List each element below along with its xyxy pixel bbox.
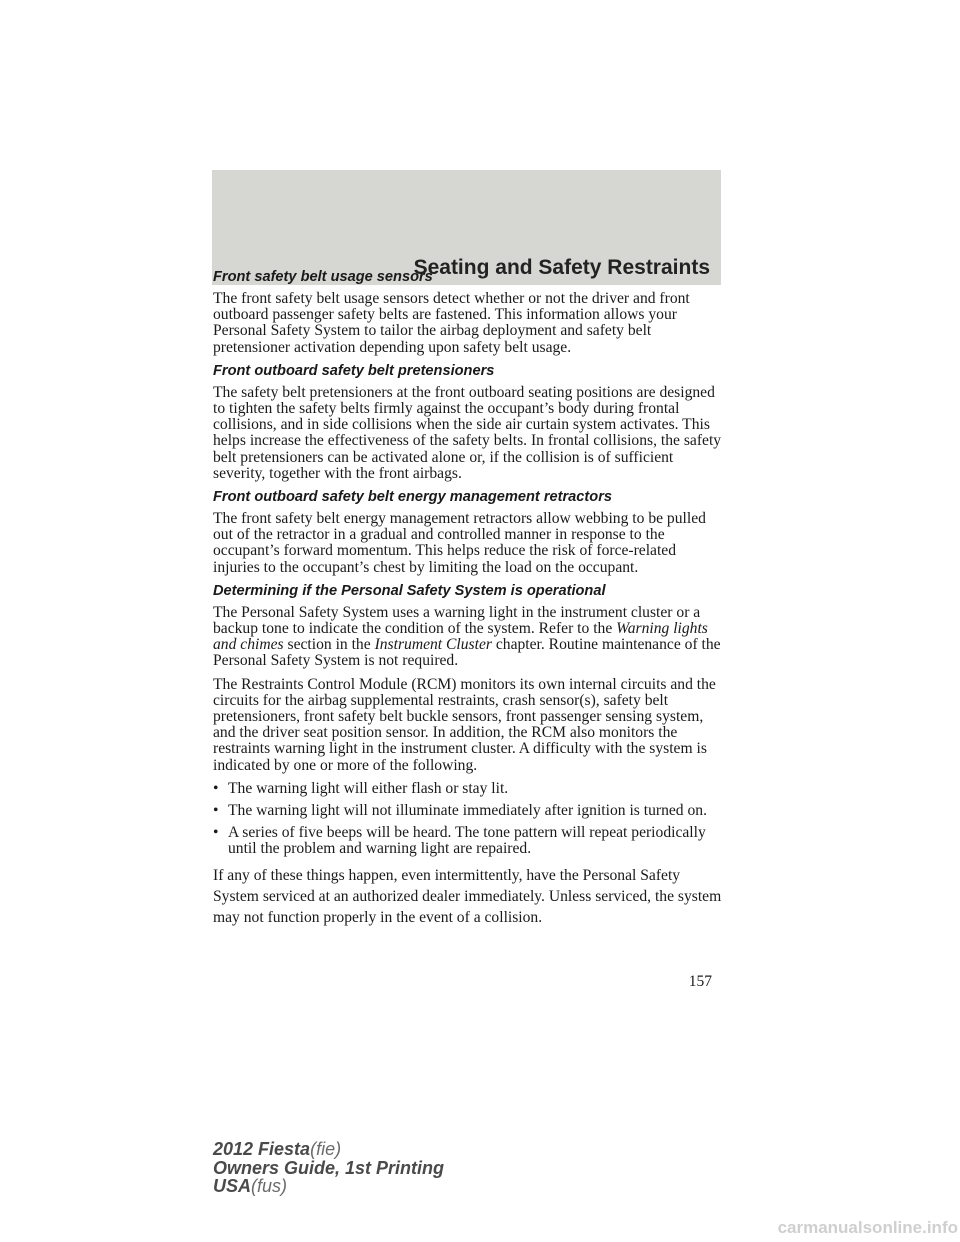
- section-heading-pretensioners: Front outboard safety belt pretensioners: [213, 362, 495, 379]
- page-number: 157: [688, 973, 712, 990]
- bullet-icon: •: [213, 779, 219, 797]
- paragraph-warning-light-intro: The Personal Safety System uses a warning light in the instrument cluster or a backup tone to indicate the condition of the system. Refer to the Warning lights and chimes section in the Instrument Cluster chapter. Routine maintenance of the Personal Safety System is not required.: [213, 603, 721, 670]
- section-heading-energy-management-retractors: Front outboard safety belt energy management retractors: [213, 489, 612, 506]
- cross-reference-warning-lights: Warning lights and chimes: [213, 620, 708, 654]
- symptom-list: [213, 781, 723, 858]
- paragraph-usage-sensors: The front safety belt usage sensors detect whether or not the driver and front outboard passenger safety belts are fastened. This information allows your Personal Safety System to tailor the airbag deployment and safety belt pretensioner activation depending upon safety belt usage.: [213, 290, 690, 356]
- watermark-text: carmanualsonline.info: [777, 1218, 958, 1237]
- section-heading-usage-sensors: Front safety belt usage sensors: [213, 269, 433, 285]
- list-item: • The warning light will not illuminate immediately after ignition is turned on.: [213, 802, 707, 820]
- list-item: • A series of five beeps will be heard. The tone pattern will repeat periodically until the problem and warning light are repaired.: [213, 824, 706, 858]
- chapter-title: Seating and Safety Restraints: [413, 256, 710, 279]
- list-item: • The warning light will either flash or stay lit.: [213, 779, 509, 797]
- page-content: [213, 269, 723, 935]
- paragraph-service-advice: If any of these things happen, even intermittently, have the Personal Safety System serviced at an authorized dealer immediately. Unless serviced, the system may not function properly in the event of a collision.: [213, 866, 722, 926]
- cross-reference-instrument-cluster: Instrument Cluster: [374, 636, 492, 654]
- paragraph-pretensioners: The safety belt pretensioners at the front outboard seating positions are designed to tighten the safety belts firmly against the occupant’s body during frontal collisions, and in side collisions when the side air curtain system activates. This helps increase the effectiveness of the safety belts. In frontal collisions, the safety belt pretensioners can be activated alone or, if the collision is of sufficient severity, together with the front airbags.: [213, 383, 722, 482]
- section-heading-system-operational: Determining if the Personal Safety System is operational: [213, 582, 606, 599]
- print-footer: 2012 Fiesta(fie) Owners Guide, 1st Printing USA(fus): [213, 1139, 445, 1196]
- bullet-icon: •: [213, 824, 219, 842]
- paragraph-energy-management-retractors: The front safety belt energy management retractors allow webbing to be pulled out of the retractor in a gradual and controlled manner in response to the occupant’s forward momentum. This helps reduce the risk of force-related injuries to the occupant’s chest by limiting the load on the occupant.: [213, 510, 706, 576]
- paragraph-rcm-monitoring: The Restraints Control Module (RCM) monitors its own internal circuits and the circuits for the airbag supplemental restraints, crash sensor(s), safety belt pretensioners, front safety belt buckle sensors, front passenger sensing system, and the driver seat position sensor. In addition, the RCM also monitors the restraints warning light in the instrument cluster. A difficulty with the system is indicated by one or more of the following.: [213, 675, 716, 774]
- bullet-icon: •: [213, 802, 219, 820]
